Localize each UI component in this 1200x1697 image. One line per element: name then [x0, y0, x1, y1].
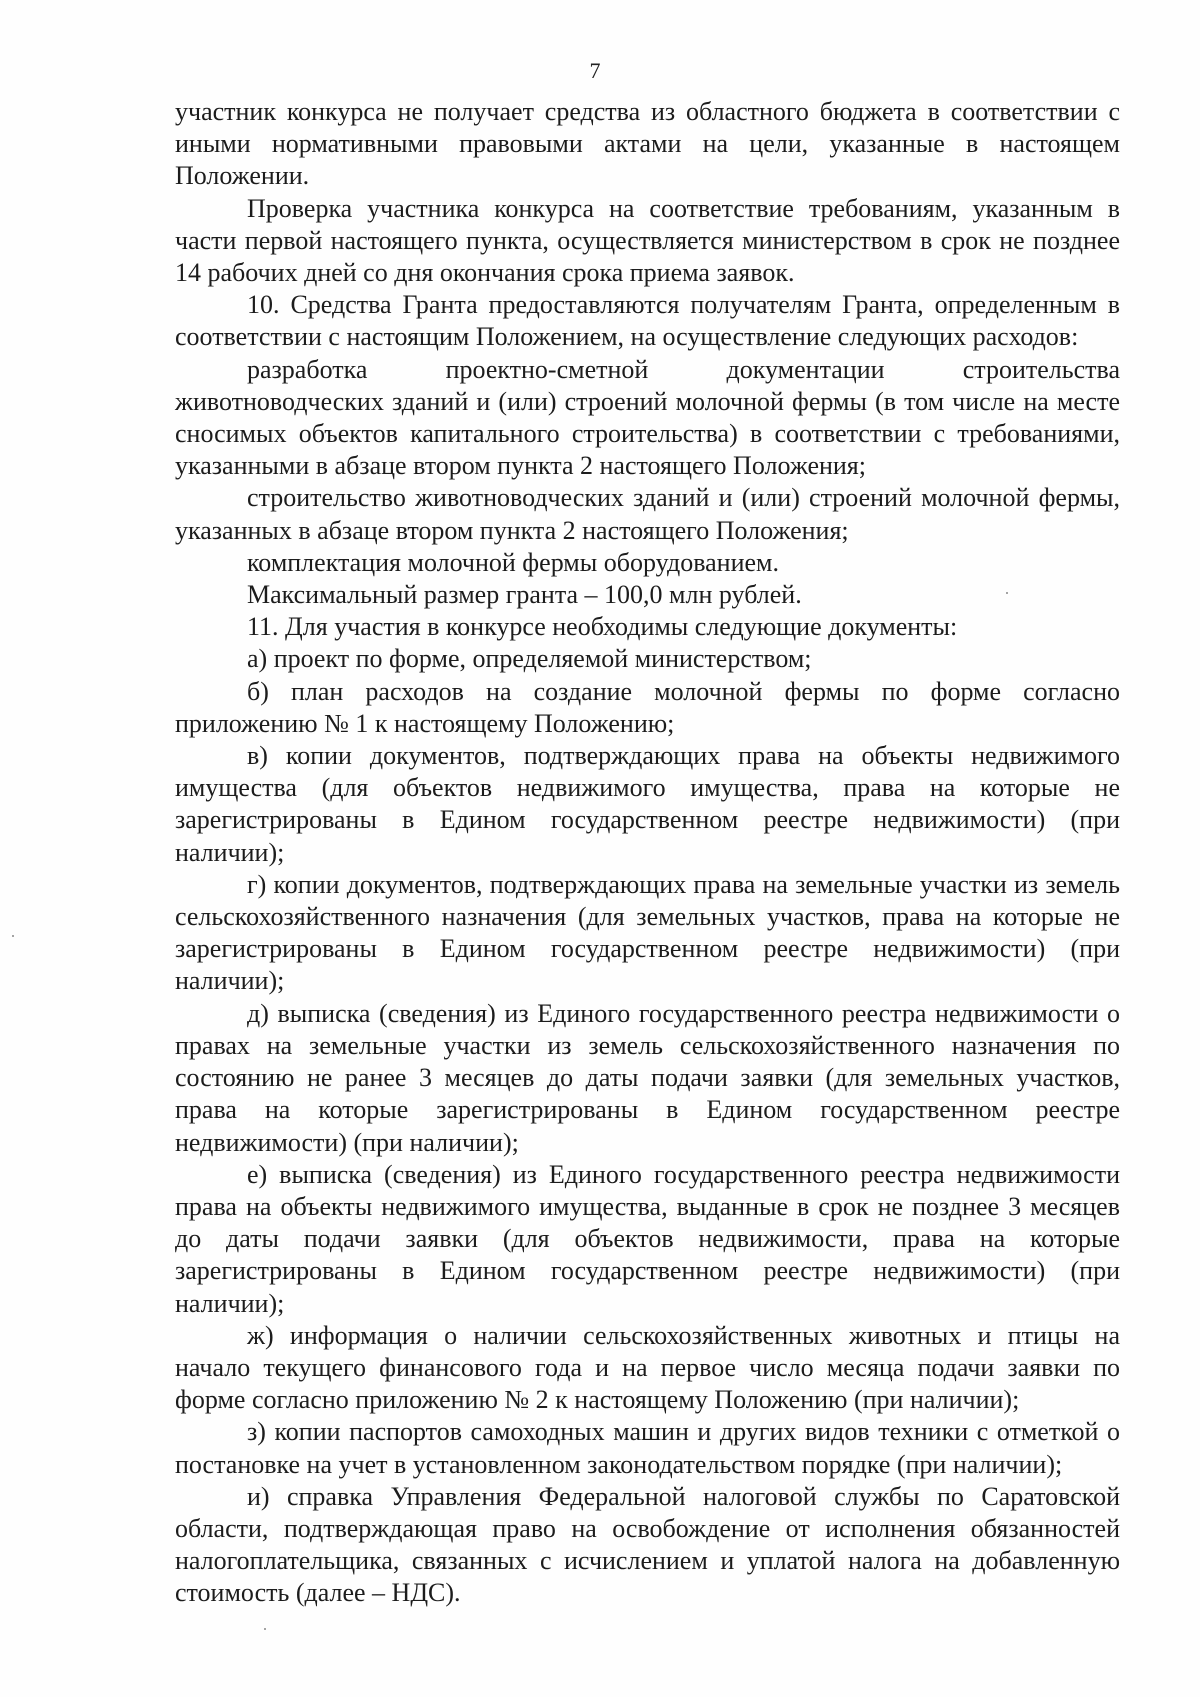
paragraph: е) выписка (сведения) из Единого государственного реестра недвижимости права на объекты недвижимого имущества, выданные в срок не позднее 3 месяцев до даты подачи заявки (для объектов недвижимости, права на которые зарегистрированы в Едином государственном реестре недвижимости) (при наличии);: [175, 1159, 1120, 1318]
paragraph: 10. Средства Гранта предоставляются получателям Гранта, определенным в соответствии с настоящим Положением, на осуществление следующих расходов:: [175, 290, 1120, 352]
paragraph: в) копии документов, подтверждающих права на объекты недвижимого имущества (для объектов недвижимого имущества, права на которые не зарегистрированы в Едином государственном реестре недвижимости) (при наличии);: [175, 741, 1120, 867]
paragraph: д) выписка (сведения) из Единого государственного реестра недвижимости о правах на земельные участки из земель сельскохозяйственного назначения по состоянию не ранее 3 месяцев до даты подачи заявки (для земельных участков, права на которые зарегистрированы в Едином государственном реестре недвижимости) (при наличии);: [175, 998, 1120, 1157]
paragraph: участник конкурса не получает средства из областного бюджета в соответствии с иными нормативными правовыми актами на цели, указанные в настоящем Положении.: [175, 97, 1120, 191]
paragraph: и) справка Управления Федеральной налоговой службы по Саратовской области, подтверждающая право на освобождение от исполнения обязанностей налогоплательщика, связанных с исчислением и уплатой налога на добавленную стоимость (далее – НДС).: [175, 1481, 1120, 1608]
paragraph: 11. Для участия в конкурсе необходимы следующие документы:: [247, 612, 958, 642]
paragraph: з) копии паспортов самоходных машин и других видов техники с отметкой о постановке на учет в установленном законодательством порядке (при наличии);: [175, 1417, 1120, 1479]
scan-speck: [264, 1628, 266, 1630]
paragraph: разработка проектно-сметной документации строительства животноводческих зданий и (или) строений молочной фермы (в том числе на месте сносимых объектов капитального строительства) в соответствии с требованиями, указанными в абзаце втором пункта 2 настоящего Положения;: [175, 354, 1120, 481]
paragraph: г) копии документов, подтверждающих права на земельные участки из земель сельскохозяйственного назначения (для земельных участков, права на которые не зарегистрированы в Едином государственном реестре недвижимости) (при наличии);: [175, 869, 1120, 996]
paragraph: ж) информация о наличии сельскохозяйственных животных и птицы на начало текущего финансового года и на первое число месяца подачи заявки по форме согласно приложению № 2 к настоящему Положению (при наличии);: [175, 1320, 1120, 1415]
page-number: 7: [589, 58, 601, 83]
scan-speck: [12, 935, 14, 937]
paragraph: Проверка участника конкурса на соответствие требованиям, указанным в части первой настоящего пункта, осуществляется министерством в срок не позднее 14 рабочих дней со дня окончания срока приема заявок.: [175, 193, 1120, 288]
paragraph: а) проект по форме, определяемой министерством;: [247, 644, 812, 674]
document-body: [175, 96, 1120, 1610]
paragraph: б) план расходов на создание молочной фермы по форме согласно приложению № 1 к настоящему Положению;: [175, 676, 1120, 738]
paragraph: строительство животноводческих зданий и (или) строений молочной фермы, указанных в абзаце втором пункта 2 настоящего Положения;: [175, 483, 1120, 545]
paragraph: Максимальный размер гранта – 100,0 млн рублей.: [247, 580, 802, 610]
paragraph: комплектация молочной фермы оборудованием.: [247, 547, 779, 577]
scan-speck: [1006, 592, 1008, 594]
